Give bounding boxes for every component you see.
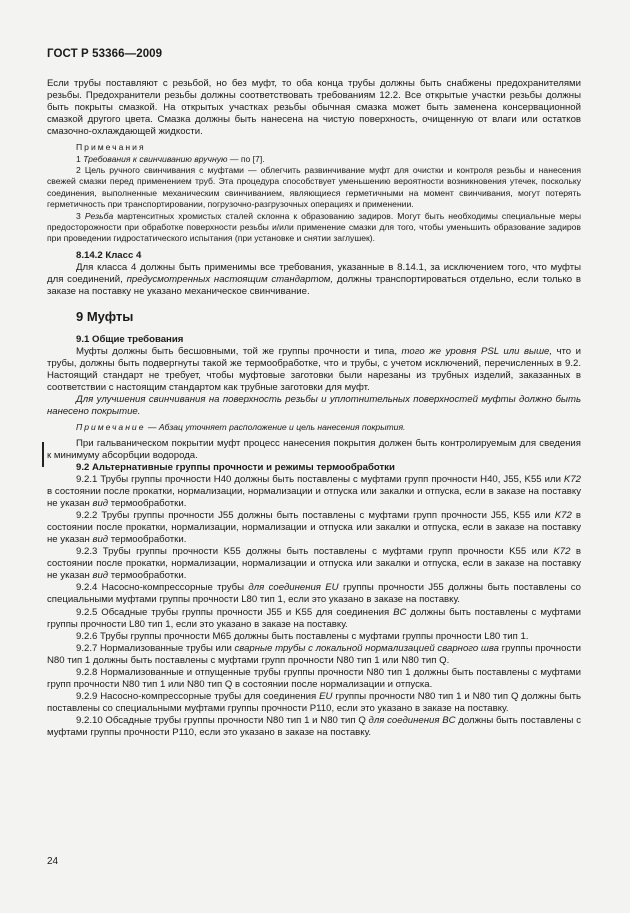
note-2: 2 Цель ручного свинчивания с муфтами — облегчить развинчивание муфт для очистки и контроля резьбы и нанесения свежей смазки перед применением труб. Эта процедура способствует уменьшению вероятности возникновения утечек, поскольку соединения, выполненные механическим свинчиванием, являющиеся герметичными на момент свинчивания, могут потерять герметичность при транспортировании, погрузочно-разгрузочных операциях и применении. [47, 165, 581, 210]
page-number: 24 [47, 856, 59, 867]
page-content [47, 78, 581, 739]
class4-text: Для класса 4 должны быть применимы все требования, указанные в 8.14.1, за исключением того, что муфты для соединений, предусмотренных настоящим стандартом, должны транспортироваться отдельно, если только в заказе на поставку не указано механическое свинчивание. [47, 261, 581, 298]
clause-9-2-8: 9.2.8 Нормализованные и отпущенные трубы группы прочности N80 тип 1 должны быть поставлены с муфтами групп прочности N80 тип 1 или N80 тип Q в состоянии после нормализации и отпуска. [47, 666, 581, 690]
general-requirements-text: Муфты должны быть бесшовными, той же группы прочности и типа, того же уровня PSL или выше, что и трубы, должны быть подвергнуты такой же термообработке, что и трубы, с учетом исключений, перечисленных в 9.2. Настоящий стандарт не требует, чтобы муфтовые заготовки были нарезаны из трубных изделий, заказанных в соответствии с настоящим стандартом как трубные заготовки для муфт. [47, 346, 581, 394]
note-3: 3 Резьба мартенситных хромистых сталей склонна к образованию задиров. Могут быть необходимы специальные меры предосторожности при обработке поверхности резьбы и/или применение смазки для того, чтобы уменьшить образование задиров при проведении гидростатического испытания (при установке и снятии заглушек). [47, 210, 582, 244]
section-note: Примечание — Абзац уточняет расположение и цель нанесения покрытия. [76, 422, 406, 433]
clause-9-2-7: 9.2.7 Нормализованные трубы или сварные трубы с локальной нормализацией сварного шва группы прочности N80 тип 1 должны быть поставлены с муфтами групп прочности N80 тип 1 или N80 тип Q. [47, 642, 581, 666]
clause-9-2-4: 9.2.4 Насосно-компрессорные трубы для соединения EU группы прочности J55 должны быть поставлены со специальными муфтами группы прочности L80 тип 1, если это указано в заказе на поставку. [47, 582, 581, 606]
clause-9-2-9: 9.2.9 Насосно-компрессорные трубы для соединения EU группы прочности N80 тип 1 и N80 тип Q должны быть поставлены со специальными муфтами группы прочности P110, если это указано в заказе на поставку. [47, 690, 581, 714]
clause-9-2-1: 9.2.1 Трубы группы прочности H40 должны быть поставлены с муфтами групп прочности H40, J55, K55 или K72 в состоянии после прокатки, нормализации, нормализации и отпуска или закалки и отпуска, если в заказе на поставку не указан вид термообработки. [47, 474, 581, 510]
galvanic-text: При гальваническом покрытии муфт процесс нанесения покрытия должен быть контролируемым для сведения к минимуму абсорбции водорода. [47, 437, 581, 461]
notes-block [47, 142, 581, 245]
clause-9-2-5: 9.2.5 Обсадные трубы группы прочности J55 и K55 для соединения BC должны быть поставлены с муфтами группы прочности L80 тип 1, если это указано в заказе на поставку. [47, 606, 581, 630]
clause-9-2-2: 9.2.2 Трубы группы прочности J55 должны быть поставлены с муфтами групп прочности J55, K55 или K72 в состоянии после прокатки, нормализации, нормализации и отпуска или закалки и отпуска, если в заказе на поставку не указан вид термообработки. [47, 510, 581, 546]
intro-paragraph: Если трубы поставляют с резьбой, но без муфт, то оба конца трубы должны быть снабжены предохранителями резьбы. Предохранители резьбы должны соответствовать требованиям 12.2. Все открытые участки резьбы должны быть покрыты смазкой. На открытых участках резьбы обычная смазка может быть заменена консервационной смазкой другого цвета. Смазка должны быть нанесена на чистую поверхность, очищенную от влаги или остатков смазочно-охлаждающей жидкости. [47, 78, 581, 138]
change-bar [42, 442, 44, 467]
clause-9-2-6: 9.2.6 Трубы группы прочности M65 должны быть поставлены с муфтами группы прочности L80 тип 1. [76, 630, 529, 642]
clause-9-2-3: 9.2.3 Трубы группы прочности K55 должны быть поставлены с муфтами групп прочности K55 или K72 в состоянии после прокатки, нормализации, нормализации и отпуска или закалки и отпуска, если в заказе на поставку не указан вид термообработки. [47, 546, 582, 582]
clause-9-2-10: 9.2.10 Обсадные трубы группы прочности N80 тип 1 и N80 тип Q для соединения BC должны быть поставлены с муфтами группы прочности P110, если это указано в заказе на поставку. [47, 714, 581, 738]
document-header: ГОСТ Р 53366—2009 [47, 48, 163, 60]
general-requirements-heading: 9.1 Общие требования [76, 334, 184, 346]
coating-text: Для улучшения свинчивания на поверхность резьбы и уплотнительных поверхностей муфты должно быть нанесено покрытие. [47, 394, 581, 418]
section-9-heading: 9 Муфты [76, 309, 134, 325]
notes-label: Примечания [76, 142, 146, 153]
note-1: 1 Требования к свинчиванию вручную — по [7]. [76, 153, 265, 164]
alt-groups-heading: 9.2 Альтернативные группы прочности и режимы термообработки [76, 461, 395, 473]
class4-heading: 8.14.2 Класс 4 [76, 249, 142, 261]
